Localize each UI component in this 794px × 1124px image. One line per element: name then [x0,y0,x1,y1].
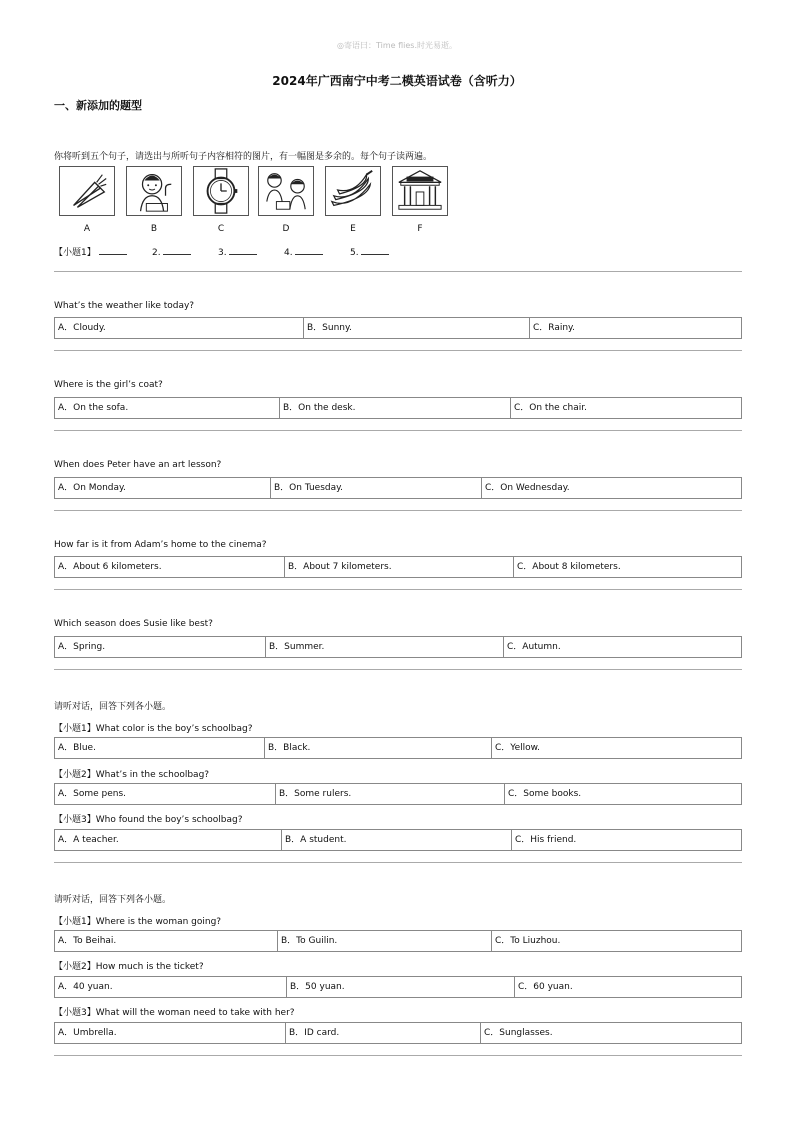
blank-label: 3. [218,248,227,258]
option-a[interactable]: A．Some pens. [58,789,127,799]
picture-e [325,166,381,216]
picture-label: D [282,224,290,234]
museum-icon [393,167,447,215]
option-c[interactable]: C．On Wednesday. [481,478,741,498]
options-row [54,976,742,998]
divider [54,271,742,272]
option-c[interactable]: C．Autumn. [503,637,741,657]
question-text: 【小题2】What’s in the schoolbag? [54,770,210,780]
option-a[interactable]: A．On Monday. [58,483,126,493]
option-c[interactable]: C．His friend. [511,830,741,850]
options-row [54,737,742,759]
divider [54,350,742,351]
option-c[interactable]: C．About 8 kilometers. [513,557,741,577]
option-c[interactable]: C．Yellow. [491,738,741,758]
option-c[interactable]: C．Rainy. [529,318,741,338]
option-b[interactable]: B．On Tuesday. [270,478,481,498]
question-text: 【小题3】What will the woman need to take with her? [54,1008,295,1018]
option-c[interactable]: C．Some books. [504,784,741,804]
option-c[interactable]: C．On the chair. [510,398,741,418]
picture-label: A [83,224,91,234]
divider [54,862,742,863]
question-text: What’s the weather like today? [54,301,195,311]
picture-c [193,166,249,216]
option-c[interactable]: C．To Liuzhou. [491,931,741,951]
answer-blank[interactable] [229,245,257,255]
section-heading: 一、新添加的题型 [54,99,142,112]
divider [54,510,742,511]
option-c[interactable]: C．Sunglasses. [480,1023,741,1043]
blank-label: 2. [152,248,161,258]
picture-d [258,166,314,216]
option-b[interactable]: B．Some rulers. [275,784,504,804]
option-b[interactable]: B．On the desk. [279,398,510,418]
option-a[interactable]: A．Umbrella. [58,1028,117,1038]
option-a[interactable]: A．Cloudy. [58,323,106,333]
answer-blank[interactable] [163,245,191,255]
blank-label: 4. [284,248,293,258]
answer-blank[interactable] [99,245,127,255]
picture-label: F [417,224,423,234]
question-text: Which season does Susie like best? [54,619,213,629]
question-text: 【小题3】Who found the boy’s schoolbag? [54,815,243,825]
answer-blank[interactable] [361,245,389,255]
option-a[interactable]: A．On the sofa. [58,403,129,413]
bananas-icon [326,167,380,215]
question-text: 【小题1】What color is the boy’s schoolbag? [54,724,253,734]
option-b[interactable]: B．A student. [281,830,511,850]
options-row [54,636,742,658]
options-row [54,1022,742,1044]
divider [54,589,742,590]
divider [54,669,742,670]
boy-washing-hands-icon [127,167,181,215]
picture-label: E [350,224,356,234]
option-a[interactable]: A．To Beihai. [58,936,117,946]
option-a[interactable]: A．Spring. [58,642,106,652]
children-playing-icon [259,167,313,215]
options-row [54,397,742,419]
watermark: ◎寄语曰：Time flies.时光易逝。 [337,41,457,50]
question-text: How far is it from Adam’s home to the cinema? [54,540,267,550]
blank-label: 5. [350,248,359,258]
question-text: 【小题1】Where is the woman going? [54,917,222,927]
question-text: When does Peter have an art lesson? [54,460,222,470]
question-text: Where is the girl’s coat? [54,380,163,390]
picture-b [126,166,182,216]
dialogue-instruction: 请听对话，回答下列各小题。 [54,702,172,712]
option-b[interactable]: B．Sunny. [303,318,529,338]
wristwatch-icon [194,167,248,215]
divider [54,430,742,431]
divider [54,1055,742,1056]
options-row [54,317,742,339]
picture-label: B [150,224,158,234]
option-a[interactable]: A．Blue. [58,743,96,753]
answer-blank[interactable] [295,245,323,255]
options-row [54,477,742,499]
blank-label: 【小题1】 [54,248,96,258]
option-b[interactable]: B．ID card. [285,1023,480,1043]
option-a[interactable]: A．A teacher. [58,835,119,845]
options-row [54,783,742,805]
picture-label: C [217,224,225,234]
answer-blanks [54,245,416,258]
picture-task-instruction: 你将听到五个句子，请选出与所听句子内容相符的图片，有一幅图是多余的。每个句子读两遍。 [54,152,433,162]
page-title: 2024年广西南宁中考二模英语试卷（含听力） [272,74,522,88]
option-b[interactable]: B．Black. [264,738,491,758]
option-b[interactable]: B．To Guilin. [277,931,491,951]
option-b[interactable]: B．Summer. [265,637,503,657]
carrot-icon [60,167,114,215]
dialogue-instruction: 请听对话，回答下列各小题。 [54,895,172,905]
picture-f [392,166,448,216]
options-row [54,829,742,851]
picture-a [59,166,115,216]
option-b[interactable]: B．About 7 kilometers. [284,557,513,577]
options-row [54,556,742,578]
options-row [54,930,742,952]
option-a[interactable]: A．About 6 kilometers. [58,562,162,572]
option-c[interactable]: C．60 yuan. [514,977,741,997]
option-b[interactable]: B．50 yuan. [286,977,514,997]
question-text: 【小题2】How much is the ticket? [54,962,204,972]
option-a[interactable]: A．40 yuan. [58,982,113,992]
